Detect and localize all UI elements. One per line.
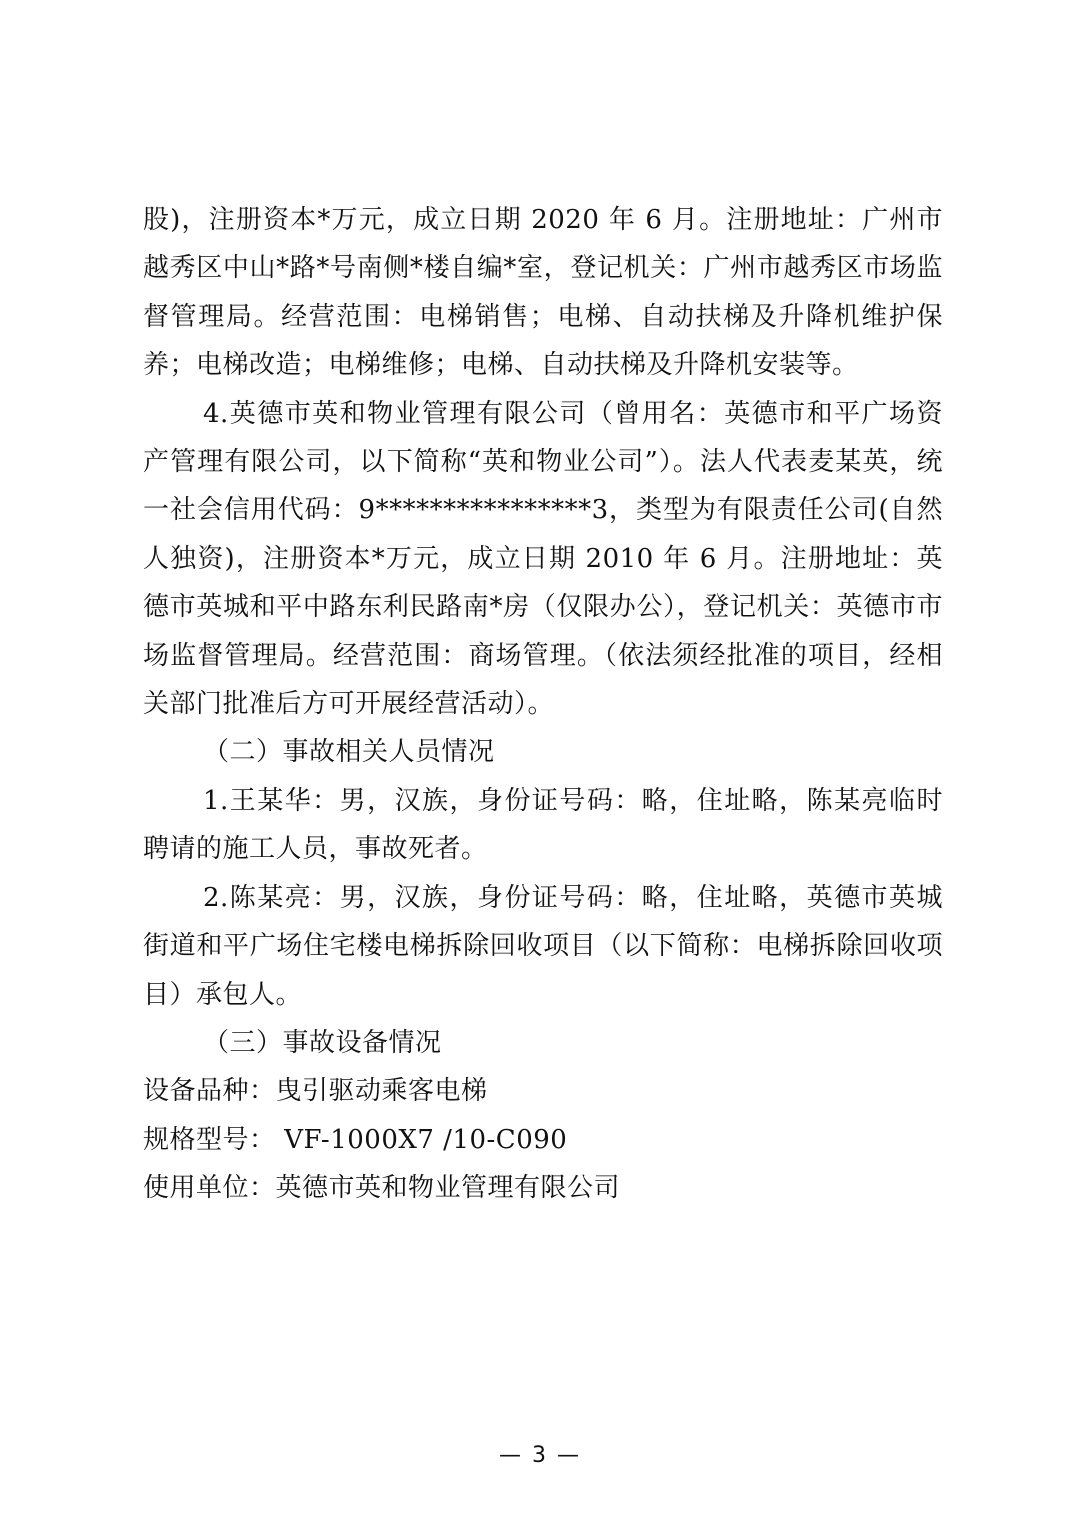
- equipment-user: 使用单位：英德市英和物业管理有限公司: [143, 1173, 621, 1204]
- paragraph-company-4: 4.英德市英和物业管理有限公司（曾用名：英德市和平广场资产管理有限公司，以下简称“英和物业公司”）。法人代表麦某英，统一社会信用代码：9****************3，类型为有限责任公司(自然人独资)，注册资本*万元，成立日期 2010 年 6 月。注册地址：英德市英城和平中路东利民路南*房（仅限办公），登记机关：英德市市场监督管理局。经营范围：商场管理。（依法须经批准的项目，经相关部门批准后方可开展经营活动）。: [143, 398, 943, 720]
- equipment-model: 规格型号： VF-1000X7 /10-C090: [143, 1124, 568, 1155]
- paragraph-person-1: 1.王某华：男，汉族，身份证号码：略，住址略，陈某亮临时聘请的施工人员，事故死者。: [143, 785, 943, 865]
- paragraph-company-3-continued: 股)，注册资本*万元，成立日期 2020 年 6 月。注册地址：广州市越秀区中山*路*号南侧*楼自编*室，登记机关：广州市越秀区市场监督管理局。经营范围：电梯销售；电梯、自动扶梯及升降机维护保养；电梯改造；电梯维修；电梯、自动扶梯及升降机安装等。: [143, 205, 943, 381]
- section-heading-equipment: （三）事故设备情况: [203, 1027, 442, 1058]
- page-number: — 3 —: [499, 1443, 581, 1468]
- equipment-type: 设备品种：曳引驱动乘客电梯: [143, 1076, 488, 1107]
- document-body: [143, 196, 943, 1213]
- section-heading-persons: （二）事故相关人员情况: [203, 737, 495, 768]
- paragraph-person-2: 2.陈某亮：男，汉族，身份证号码：略，住址略，英德市英城街道和平广场住宅楼电梯拆除回收项目（以下简称：电梯拆除回收项目）承包人。: [143, 882, 943, 1010]
